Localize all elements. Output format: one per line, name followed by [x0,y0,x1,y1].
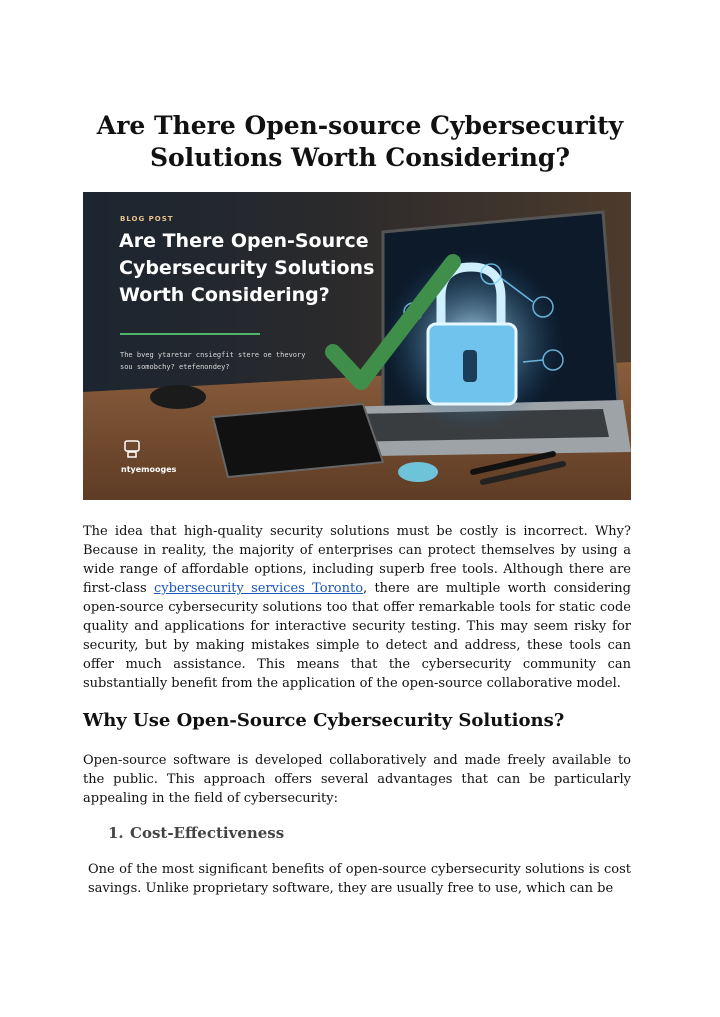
hero-heading: Are There Open-Source Cybersecurity Solutions Worth Considering? [119,230,375,306]
hero-subtext: The bveg ytaretar cnsiegfit stere oe thevory sou somobchy? etefenondey? [120,351,306,371]
brand-logo-icon [123,439,141,459]
section-intro-paragraph: Open-source software is developed collaboratively and made freely available to the public. This approach offers several advantages that can be particularly appealing in the field of cybersecurity: [83,753,631,806]
cybersecurity-services-link[interactable]: cybersecurity services Toronto [153,581,364,596]
cost-paragraph: One of the most significant benefits of open-source cybersecurity solutions is cost savings. Unlike proprietary software, they are usually free to use, which can be [88,862,631,896]
hero-brand: ntyemooges [121,465,177,474]
intro-text-start: The idea that high-quality security solutions must be costly is incorrect. Why? Because in reality, the majority of enterprises can protect themselves by using a wide range of affordable options, including superb free tools. Although there are first-class [83,524,631,596]
hero-divider [120,333,260,335]
list-item-number: 1. [108,824,124,842]
hero-image [83,192,631,500]
list-item [108,822,284,844]
hero-tag: BLOG POST [120,215,174,223]
intro-paragraph [83,522,631,693]
page-title: Are There Open-source Cybersecurity Solutions Worth Considering? [96,111,624,172]
intro-text-end: , there are multiple worth considering open-source cybersecurity solutions too that offer remarkable tools for static code quality and applications for interactive security testing. This may seem risky for security, but by making mistakes simple to detect and address, these tools can offer much assistance. This means that the cybersecurity community can substantially benefit from the application of the open-source collaborative model. [83,581,631,691]
section-heading: Why Use Open-Source Cybersecurity Solutions? [83,710,565,731]
list-item-label: Cost-Effectiveness [130,824,285,842]
